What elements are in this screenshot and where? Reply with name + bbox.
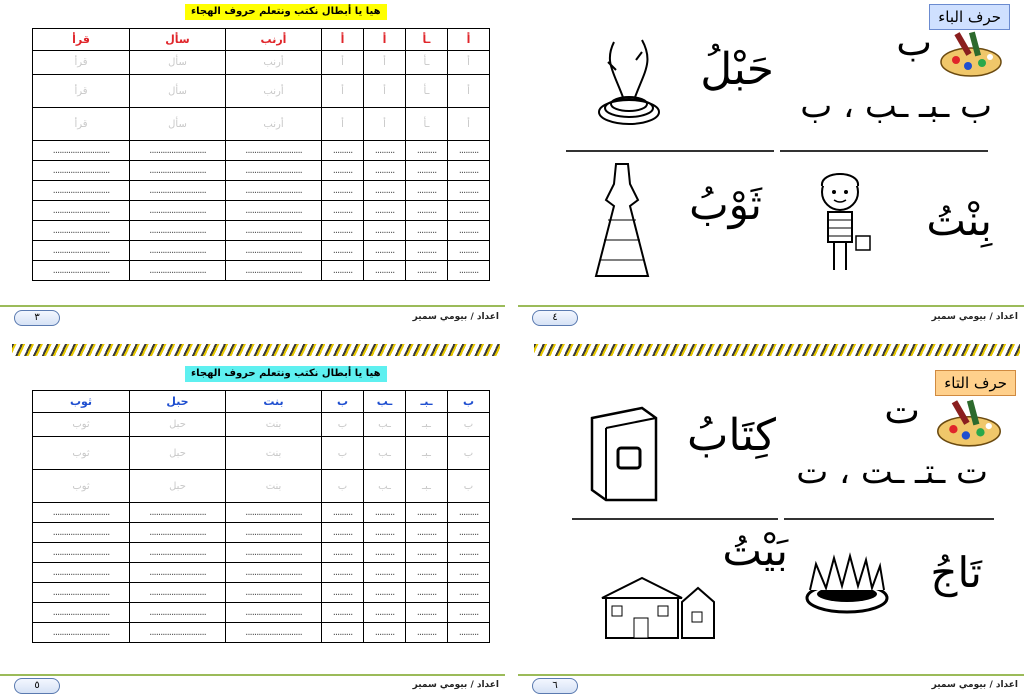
page-number: ٤	[532, 310, 578, 326]
table-header-row	[33, 391, 490, 413]
footer-author: اعداد / بيومي سمير	[931, 312, 1018, 322]
writing-cell[interactable]: .........	[448, 141, 490, 161]
writing-cell[interactable]: ..........................	[226, 161, 322, 181]
writing-cell[interactable]: .........	[406, 563, 448, 583]
writing-cell[interactable]: ..........................	[226, 623, 322, 643]
trace-cell: ب	[448, 437, 490, 470]
trace-row	[33, 437, 490, 470]
trace-cell: أ	[364, 108, 406, 141]
writing-row	[33, 563, 490, 583]
writing-cell[interactable]: .........	[322, 261, 364, 281]
writing-cell[interactable]: ..........................	[33, 503, 130, 523]
writing-cell[interactable]: ..........................	[130, 261, 226, 281]
rope-icon	[594, 32, 664, 132]
trace-cell: ـب	[364, 470, 406, 503]
writing-cell[interactable]: ..........................	[33, 261, 130, 281]
writing-cell[interactable]: ..........................	[130, 241, 226, 261]
page-header: هيا يا أبطال نكتب ونتعلم حروف الهجاء	[185, 4, 387, 20]
trace-cell: ـأ	[406, 75, 448, 108]
trace-row	[33, 51, 490, 75]
trace-cell: أ	[448, 75, 490, 108]
trace-row	[33, 75, 490, 108]
column-header: ثوب	[33, 391, 130, 413]
writing-cell[interactable]: .........	[448, 261, 490, 281]
writing-cell[interactable]: ..........................	[226, 603, 322, 623]
trace-cell: ثوب	[33, 413, 130, 437]
worksheet-page-5	[0, 342, 505, 694]
dress-icon	[594, 160, 650, 280]
writing-cell[interactable]: .........	[322, 523, 364, 543]
writing-row	[33, 141, 490, 161]
writing-cell[interactable]: .........	[364, 141, 406, 161]
column-header: أ	[322, 29, 364, 51]
blank-writing-rows	[33, 141, 490, 281]
writing-row	[33, 261, 490, 281]
alef-table	[32, 28, 490, 281]
writing-row	[33, 503, 490, 523]
writing-cell[interactable]: .........	[322, 583, 364, 603]
trace-cell: ـأ	[406, 51, 448, 75]
writing-cell[interactable]: .........	[448, 241, 490, 261]
trace-cell: ـبـ	[406, 470, 448, 503]
trace-cell: أ	[364, 75, 406, 108]
writing-cell[interactable]: .........	[322, 141, 364, 161]
trace-cell: سأل	[130, 108, 226, 141]
footer-divider	[0, 674, 505, 676]
writing-cell[interactable]: .........	[448, 161, 490, 181]
writing-cell[interactable]: ..........................	[33, 563, 130, 583]
decorative-border	[534, 344, 1020, 356]
writing-cell[interactable]: .........	[322, 201, 364, 221]
writing-row	[33, 241, 490, 261]
writing-cell[interactable]: .........	[448, 623, 490, 643]
writing-cell[interactable]: ..........................	[130, 543, 226, 563]
word-house: بَيْتُ	[722, 526, 788, 575]
writing-cell[interactable]: .........	[364, 543, 406, 563]
writing-cell[interactable]: .........	[406, 241, 448, 261]
trace-cell: ثوب	[33, 437, 130, 470]
trace-cell: قرأ	[33, 51, 130, 75]
footer-author: اعداد / بيومي سمير	[931, 680, 1018, 690]
worksheet-page-3	[0, 0, 505, 332]
writing-cell[interactable]: .........	[364, 161, 406, 181]
writing-cell[interactable]: .........	[364, 221, 406, 241]
divider-line	[780, 150, 988, 152]
footer-divider	[518, 305, 1024, 307]
writing-cell[interactable]: .........	[322, 181, 364, 201]
letter-forms: ت ـتـ ـت ، ت	[796, 452, 988, 492]
writing-cell[interactable]: .........	[406, 603, 448, 623]
writing-cell[interactable]: .........	[364, 623, 406, 643]
column-header: أرنب	[226, 29, 322, 51]
trace-cell: ـب	[364, 413, 406, 437]
writing-cell[interactable]: .........	[406, 181, 448, 201]
letter-display: ب	[896, 20, 932, 64]
writing-cell[interactable]: .........	[406, 503, 448, 523]
blank-writing-rows	[33, 503, 490, 643]
writing-cell[interactable]: .........	[406, 543, 448, 563]
divider-line	[572, 518, 778, 520]
column-header: حبل	[130, 391, 226, 413]
trace-cell: أ	[322, 108, 364, 141]
writing-cell[interactable]: ..........................	[130, 503, 226, 523]
writing-row	[33, 623, 490, 643]
footer-divider	[0, 305, 505, 307]
trace-cell: حبل	[130, 413, 226, 437]
column-header: ـأ	[406, 29, 448, 51]
writing-cell[interactable]: ..........................	[226, 523, 322, 543]
lesson-page-6	[518, 342, 1024, 694]
writing-row	[33, 181, 490, 201]
house-icon	[598, 568, 718, 644]
trace-cell: أرنب	[226, 75, 322, 108]
writing-cell[interactable]: ..........................	[33, 201, 130, 221]
decorative-border	[12, 344, 500, 356]
footer-author: اعداد / بيومي سمير	[412, 312, 499, 322]
trace-cell: بنت	[226, 413, 322, 437]
writing-cell[interactable]: .........	[406, 221, 448, 241]
writing-cell[interactable]: .........	[448, 201, 490, 221]
trace-cell: أ	[364, 51, 406, 75]
writing-cell[interactable]: ..........................	[33, 181, 130, 201]
writing-cell[interactable]: ..........................	[33, 623, 130, 643]
page-header: هيا يا أبطال نكتب ونتعلم حروف الهجاء	[185, 366, 387, 382]
writing-cell[interactable]: .........	[364, 261, 406, 281]
trace-cell: ب	[322, 437, 364, 470]
writing-cell[interactable]: .........	[448, 503, 490, 523]
writing-row	[33, 221, 490, 241]
writing-cell[interactable]: ..........................	[130, 221, 226, 241]
writing-cell[interactable]: ..........................	[130, 523, 226, 543]
trace-cell: ـبـ	[406, 413, 448, 437]
writing-cell[interactable]: ..........................	[130, 583, 226, 603]
writing-row	[33, 583, 490, 603]
writing-cell[interactable]: ..........................	[226, 221, 322, 241]
trace-cell: ـب	[364, 437, 406, 470]
writing-cell[interactable]: .........	[322, 503, 364, 523]
writing-cell[interactable]: ..........................	[33, 603, 130, 623]
crown-icon	[802, 550, 892, 620]
lesson-title: حرف التاء	[935, 370, 1016, 396]
writing-cell[interactable]: .........	[448, 221, 490, 241]
trace-row	[33, 108, 490, 141]
trace-cell: سأل	[130, 51, 226, 75]
writing-cell[interactable]: .........	[406, 261, 448, 281]
trace-cell: ـبـ	[406, 437, 448, 470]
writing-cell[interactable]: .........	[448, 181, 490, 201]
trace-cell: ب	[448, 470, 490, 503]
writing-cell[interactable]: ..........................	[33, 543, 130, 563]
page-number: ٦	[532, 678, 578, 694]
page-number: ٣	[14, 310, 60, 326]
book-icon	[586, 404, 662, 504]
writing-cell[interactable]: .........	[322, 623, 364, 643]
baa-table	[32, 390, 490, 643]
writing-cell[interactable]: ..........................	[130, 141, 226, 161]
footer-divider	[518, 674, 1024, 676]
trace-cell: بنت	[226, 437, 322, 470]
column-header: أ	[364, 29, 406, 51]
writing-cell[interactable]: ..........................	[33, 241, 130, 261]
trace-cell: بنت	[226, 470, 322, 503]
trace-cell: ب	[448, 413, 490, 437]
writing-cell[interactable]: ..........................	[226, 563, 322, 583]
trace-cell: ـأ	[406, 108, 448, 141]
trace-row	[33, 470, 490, 503]
trace-cell: حبل	[130, 470, 226, 503]
writing-cell[interactable]: .........	[406, 141, 448, 161]
writing-cell[interactable]: ..........................	[33, 161, 130, 181]
writing-cell[interactable]: ..........................	[226, 583, 322, 603]
writing-cell[interactable]: .........	[322, 241, 364, 261]
writing-cell[interactable]: ..........................	[130, 603, 226, 623]
writing-cell[interactable]: .........	[406, 583, 448, 603]
writing-cell[interactable]: .........	[406, 161, 448, 181]
writing-cell[interactable]: ..........................	[226, 141, 322, 161]
trace-cell: ثوب	[33, 470, 130, 503]
writing-cell[interactable]: .........	[364, 583, 406, 603]
column-header: قرأ	[33, 29, 130, 51]
column-header: سأل	[130, 29, 226, 51]
lesson-page-4	[518, 0, 1024, 332]
writing-cell[interactable]: .........	[406, 623, 448, 643]
girl-icon	[808, 166, 878, 278]
writing-row	[33, 543, 490, 563]
writing-cell[interactable]: ..........................	[33, 221, 130, 241]
column-header: ب	[448, 391, 490, 413]
word-rope: حَبْلُ	[700, 44, 774, 95]
writing-cell[interactable]: ..........................	[226, 241, 322, 261]
writing-cell[interactable]: ..........................	[226, 181, 322, 201]
divider-line	[566, 150, 774, 152]
trace-cell: أرنب	[226, 51, 322, 75]
column-header: بنت	[226, 391, 322, 413]
column-header: ب	[322, 391, 364, 413]
writing-cell[interactable]: ..........................	[130, 623, 226, 643]
writing-cell[interactable]: ..........................	[130, 563, 226, 583]
writing-cell[interactable]: .........	[364, 603, 406, 623]
trace-cell: أ	[448, 108, 490, 141]
writing-cell[interactable]: ..........................	[226, 261, 322, 281]
lesson-title: حرف الباء	[929, 4, 1010, 30]
writing-cell[interactable]: .........	[364, 201, 406, 221]
word-book: كِتَابُ	[686, 410, 776, 461]
trace-cell: حبل	[130, 437, 226, 470]
writing-cell[interactable]: ..........................	[226, 503, 322, 523]
writing-cell[interactable]: .........	[322, 563, 364, 583]
column-header: ـبـ	[406, 391, 448, 413]
writing-cell[interactable]: .........	[448, 563, 490, 583]
word-crown: تَاجُ	[930, 548, 982, 597]
letter-forms: ب ـبـ ـب ، ب	[800, 86, 992, 126]
word-girl: بِنْتُ	[926, 196, 992, 245]
writing-cell[interactable]: .........	[364, 503, 406, 523]
writing-cell[interactable]: .........	[364, 523, 406, 543]
writing-cell[interactable]: ..........................	[33, 523, 130, 543]
writing-cell[interactable]: ..........................	[33, 583, 130, 603]
page-number: ٥	[14, 678, 60, 694]
writing-cell[interactable]: .........	[322, 543, 364, 563]
trace-cell: أ	[322, 51, 364, 75]
table-header-row	[33, 29, 490, 51]
palette-icon	[936, 30, 1006, 80]
writing-cell[interactable]: ..........................	[33, 141, 130, 161]
writing-cell[interactable]: .........	[364, 563, 406, 583]
writing-row	[33, 603, 490, 623]
trace-cell: ب	[322, 413, 364, 437]
writing-cell[interactable]: .........	[448, 543, 490, 563]
writing-cell[interactable]: .........	[406, 201, 448, 221]
footer-author: اعداد / بيومي سمير	[412, 680, 499, 690]
writing-row	[33, 523, 490, 543]
writing-cell[interactable]: .........	[364, 241, 406, 261]
writing-cell[interactable]: ..........................	[130, 181, 226, 201]
writing-row	[33, 161, 490, 181]
writing-cell[interactable]: .........	[322, 603, 364, 623]
column-header: ـب	[364, 391, 406, 413]
writing-cell[interactable]: ..........................	[130, 201, 226, 221]
writing-cell[interactable]: .........	[406, 523, 448, 543]
trace-cell: أ	[448, 51, 490, 75]
writing-row	[33, 201, 490, 221]
trace-cell: قرأ	[33, 75, 130, 108]
writing-cell[interactable]: ..........................	[226, 543, 322, 563]
writing-cell[interactable]: ..........................	[130, 161, 226, 181]
writing-cell[interactable]: .........	[322, 161, 364, 181]
trace-cell: قرأ	[33, 108, 130, 141]
trace-cell: أرنب	[226, 108, 322, 141]
writing-cell[interactable]: .........	[364, 181, 406, 201]
trace-cell: ب	[322, 470, 364, 503]
column-header: أ	[448, 29, 490, 51]
letter-display: ت	[884, 388, 920, 432]
trace-row	[33, 413, 490, 437]
writing-cell[interactable]: .........	[322, 221, 364, 241]
writing-cell[interactable]: .........	[448, 523, 490, 543]
trace-cell: أ	[322, 75, 364, 108]
writing-cell[interactable]: .........	[448, 603, 490, 623]
palette-icon	[932, 398, 1006, 450]
trace-cell: سأل	[130, 75, 226, 108]
word-dress: ثَوْبُ	[689, 180, 762, 229]
writing-cell[interactable]: .........	[448, 583, 490, 603]
divider-line	[784, 518, 994, 520]
writing-cell[interactable]: ..........................	[226, 201, 322, 221]
